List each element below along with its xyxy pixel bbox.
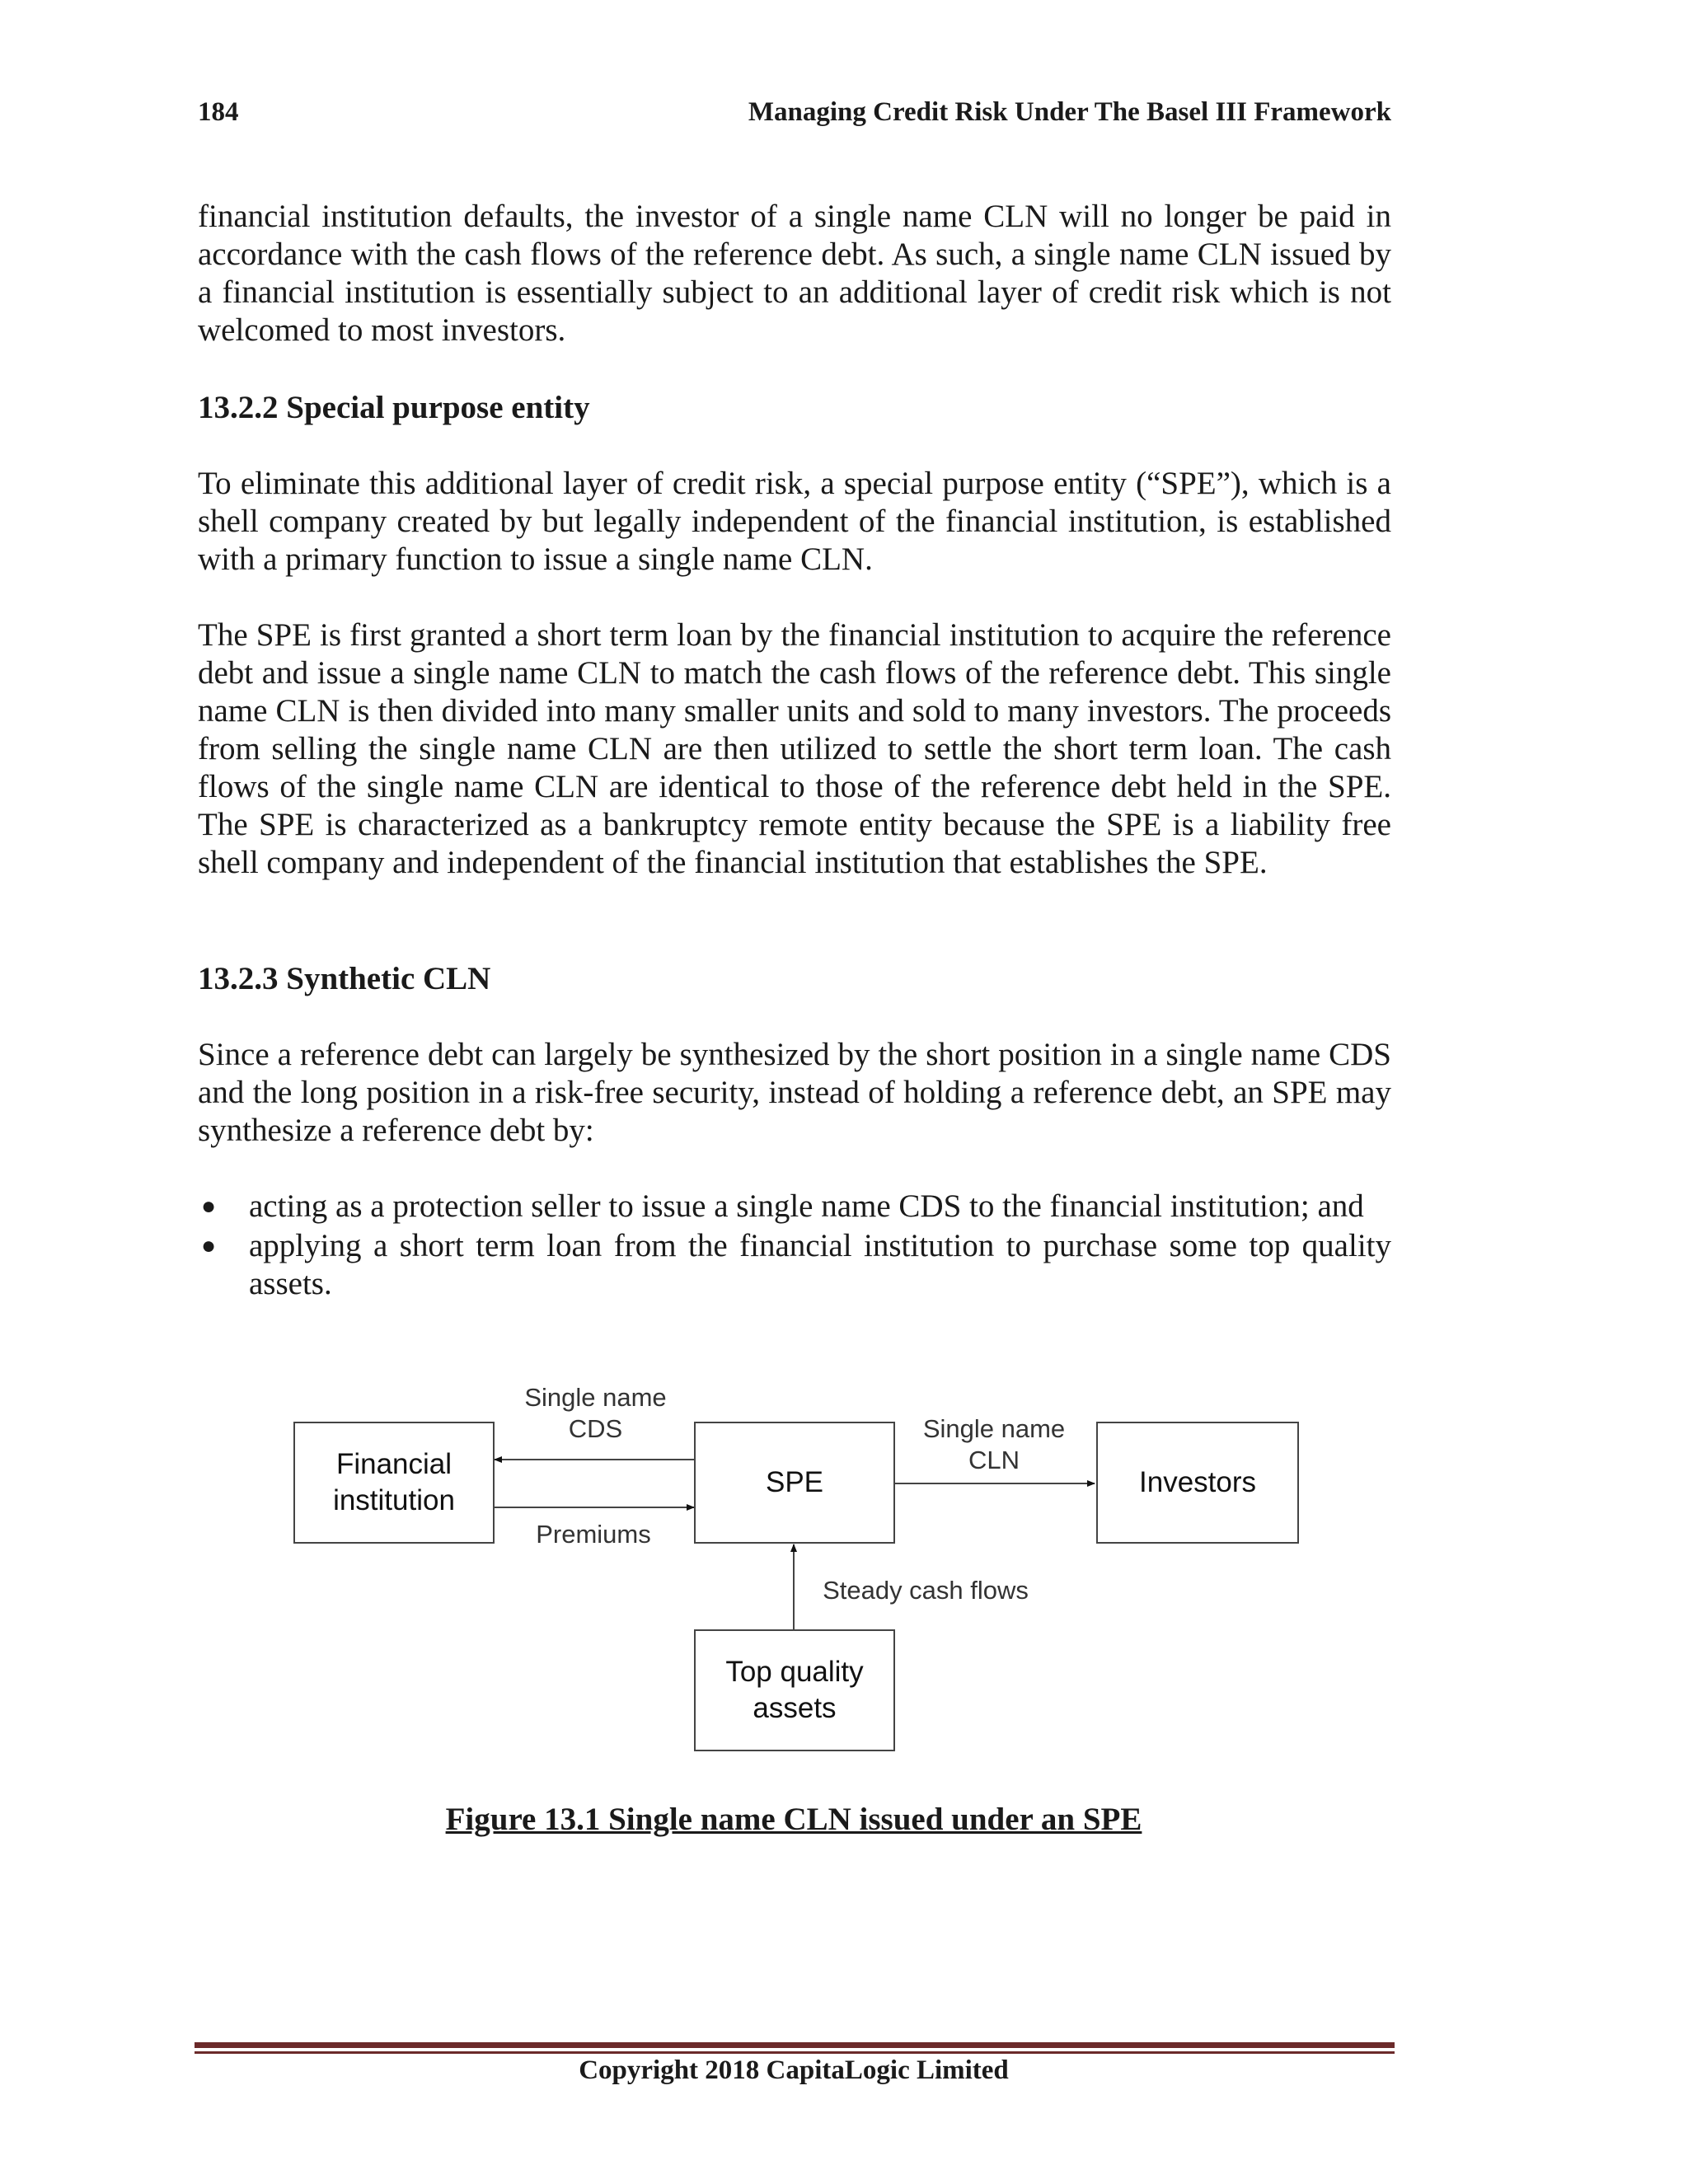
- paragraph-text: The SPE is first granted a short term loan by the financial institution to acquire the reference debt and issue a single name CLN to match the cash flows of the reference debt. This single name CLN is then divided into many smaller units and sold to many investors. The proceeds from selling the single name CLN are then utilized to settle the short term loan. The cash flows of the single name CLN are identical to those of the reference debt held in the SPE. The SPE is characterized as a bankruptcy remote entity because the SPE is a liability free shell company and independent of the financial institution that establishes the SPE.: [198, 617, 1391, 880]
- premiums-label: Premiums: [536, 1520, 651, 1549]
- footer-rule-thin: [195, 2051, 1395, 2054]
- cln-label: [903, 1413, 1085, 1476]
- figure-caption: Figure 13.1 Single name CLN issued under an SPE: [445, 1802, 1142, 1837]
- box-label: Top quality: [725, 1656, 864, 1688]
- cln-spe-diagram: [272, 1372, 1327, 1768]
- paragraph-intro: [198, 198, 1391, 349]
- bullet-item: [198, 1227, 1391, 1303]
- bullet-icon: ●: [201, 1232, 217, 1259]
- box-label: assets: [753, 1692, 837, 1724]
- footer-rule-thick: [195, 2042, 1395, 2048]
- bullet-icon: ●: [201, 1193, 217, 1220]
- label-line: Single name: [922, 1414, 1066, 1443]
- heading-text: 13.2.2 Special purpose entity: [198, 390, 590, 425]
- paragraph-text: To eliminate this additional layer of credit risk, a special purpose entity (“SPE”), which is a shell company created by but legally independent of the financial institution, is established with a primary function to issue a single name CLN.: [198, 466, 1391, 577]
- box-label: SPE: [765, 1466, 824, 1498]
- investors-box: [1096, 1422, 1299, 1544]
- paragraph-spe-process: [198, 616, 1391, 882]
- cds-label: [507, 1382, 684, 1445]
- page-number: 184: [198, 97, 239, 127]
- copyright-footer: Copyright 2018 CapitaLogic Limited: [579, 2055, 1009, 2085]
- steady-cash-flows-label: Steady cash flows: [823, 1576, 1029, 1605]
- label-line: CDS: [568, 1414, 623, 1443]
- spe-box: [694, 1422, 895, 1544]
- box-label: Financial: [335, 1448, 452, 1480]
- footer-rule: [195, 2042, 1395, 2054]
- bullet-text: applying a short term loan from the financial institution to purchase some top quality assets.: [249, 1228, 1391, 1301]
- box-label: Investors: [1139, 1466, 1256, 1498]
- bullet-list: [198, 1188, 1391, 1303]
- page-header: [198, 97, 1391, 138]
- bullet-item: [198, 1188, 1391, 1226]
- paragraph-synthetic: [198, 1036, 1391, 1150]
- running-title: Managing Credit Risk Under The Basel III Framework: [748, 97, 1391, 127]
- paragraph-text: financial institution defaults, the investor of a single name CLN will no longer be paid in accordance with the cash flows of the reference debt. As such, a single name CLN issued by a financial institution is essentially subject to an additional layer of credit risk which is not welcomed to most investors.: [198, 199, 1391, 348]
- section-heading-spe: [198, 389, 1391, 427]
- paragraph-text: Since a reference debt can largely be synthesized by the short position in a single name CDS and the long position in a risk-free security, instead of holding a reference debt, an SPE may synthesize a reference debt by:: [198, 1037, 1391, 1148]
- paragraph-spe-definition: [198, 465, 1391, 579]
- label-line: CLN: [968, 1446, 1020, 1474]
- section-heading-synthetic: [198, 960, 1391, 998]
- bullet-text: acting as a protection seller to issue a single name CDS to the financial institution; and: [249, 1188, 1364, 1224]
- heading-text: 13.2.3 Synthetic CLN: [198, 961, 491, 996]
- top-quality-assets-box: [694, 1629, 895, 1751]
- box-label: institution: [333, 1484, 455, 1516]
- financial-institution-box: [293, 1422, 495, 1544]
- label-line: Single name: [524, 1383, 667, 1412]
